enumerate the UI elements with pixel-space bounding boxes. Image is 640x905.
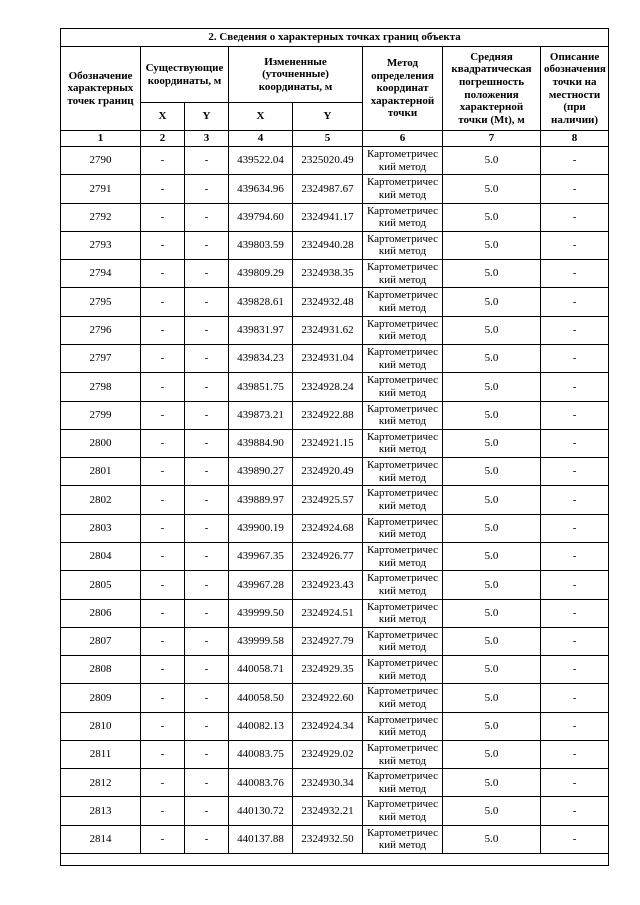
cell-method: Картометрический метод bbox=[363, 486, 443, 514]
cell-precision: 5.0 bbox=[443, 231, 541, 259]
cell-method: Картометрический метод bbox=[363, 373, 443, 401]
cell-description: - bbox=[541, 429, 609, 457]
cell-existing-y: - bbox=[185, 147, 229, 175]
cell-precision: 5.0 bbox=[443, 740, 541, 768]
cell-description: - bbox=[541, 825, 609, 853]
cell-existing-x: - bbox=[141, 599, 185, 627]
cell-existing-x: - bbox=[141, 825, 185, 853]
table-row bbox=[61, 712, 609, 740]
cell-existing-x: - bbox=[141, 740, 185, 768]
cell-method: Картометрический метод bbox=[363, 458, 443, 486]
boundary-points-table bbox=[60, 28, 609, 866]
cell-description: - bbox=[541, 401, 609, 429]
header-point-designation: Обозначение характерных точек границ bbox=[61, 47, 141, 131]
cell-changed-y: 2324922.60 bbox=[293, 684, 363, 712]
cell-changed-x: 439999.58 bbox=[229, 627, 293, 655]
cell-existing-y: - bbox=[185, 344, 229, 372]
cell-changed-x: 439884.90 bbox=[229, 429, 293, 457]
cell-changed-x: 439967.35 bbox=[229, 542, 293, 570]
cell-description: - bbox=[541, 175, 609, 203]
cell-changed-x: 439522.04 bbox=[229, 147, 293, 175]
cell-method: Картометрический метод bbox=[363, 288, 443, 316]
cell-changed-x: 439900.19 bbox=[229, 514, 293, 542]
cell-changed-x: 440130.72 bbox=[229, 797, 293, 825]
cell-existing-y: - bbox=[185, 542, 229, 570]
cell-precision: 5.0 bbox=[443, 486, 541, 514]
cell-existing-y: - bbox=[185, 797, 229, 825]
table-row bbox=[61, 344, 609, 372]
cell-changed-y: 2324941.17 bbox=[293, 203, 363, 231]
cell-precision: 5.0 bbox=[443, 401, 541, 429]
cell-changed-y: 2324931.62 bbox=[293, 316, 363, 344]
cell-method: Картометрический метод bbox=[363, 571, 443, 599]
cell-changed-y: 2324929.02 bbox=[293, 740, 363, 768]
cell-precision: 5.0 bbox=[443, 712, 541, 740]
cell-existing-x: - bbox=[141, 401, 185, 429]
cell-precision: 5.0 bbox=[443, 316, 541, 344]
cell-method: Картометрический метод bbox=[363, 740, 443, 768]
cell-existing-y: - bbox=[185, 316, 229, 344]
cell-precision: 5.0 bbox=[443, 797, 541, 825]
cell-changed-y: 2324938.35 bbox=[293, 260, 363, 288]
cell-precision: 5.0 bbox=[443, 769, 541, 797]
cell-existing-x: - bbox=[141, 486, 185, 514]
table-row bbox=[61, 514, 609, 542]
cell-existing-x: - bbox=[141, 429, 185, 457]
cell-changed-y: 2324924.51 bbox=[293, 599, 363, 627]
cell-description: - bbox=[541, 231, 609, 259]
cell-existing-x: - bbox=[141, 203, 185, 231]
cell-point-designation: 2791 bbox=[61, 175, 141, 203]
cell-method: Картометрический метод bbox=[363, 797, 443, 825]
cell-existing-x: - bbox=[141, 684, 185, 712]
table-row bbox=[61, 656, 609, 684]
cell-description: - bbox=[541, 797, 609, 825]
cell-method: Картометрический метод bbox=[363, 825, 443, 853]
column-number-6: 6 bbox=[363, 131, 443, 147]
cell-changed-x: 439828.61 bbox=[229, 288, 293, 316]
cell-existing-y: - bbox=[185, 429, 229, 457]
column-number-7: 7 bbox=[443, 131, 541, 147]
cell-precision: 5.0 bbox=[443, 288, 541, 316]
cell-existing-y: - bbox=[185, 712, 229, 740]
cell-description: - bbox=[541, 288, 609, 316]
cell-existing-y: - bbox=[185, 288, 229, 316]
table-row bbox=[61, 458, 609, 486]
cell-point-designation: 2809 bbox=[61, 684, 141, 712]
cell-point-designation: 2790 bbox=[61, 147, 141, 175]
cell-point-designation: 2798 bbox=[61, 373, 141, 401]
cell-changed-y: 2324924.34 bbox=[293, 712, 363, 740]
empty-cell bbox=[61, 854, 609, 866]
cell-description: - bbox=[541, 486, 609, 514]
cell-changed-x: 439889.97 bbox=[229, 486, 293, 514]
header-existing-coordinates: Существующие координаты, м bbox=[141, 47, 229, 103]
table-row bbox=[61, 260, 609, 288]
cell-existing-y: - bbox=[185, 458, 229, 486]
cell-existing-x: - bbox=[141, 175, 185, 203]
cell-existing-y: - bbox=[185, 656, 229, 684]
table-row bbox=[61, 401, 609, 429]
cell-existing-y: - bbox=[185, 571, 229, 599]
cell-description: - bbox=[541, 373, 609, 401]
cell-description: - bbox=[541, 147, 609, 175]
cell-existing-y: - bbox=[185, 260, 229, 288]
cell-changed-x: 440083.75 bbox=[229, 740, 293, 768]
section-title-row bbox=[61, 29, 609, 47]
cell-changed-x: 439890.27 bbox=[229, 458, 293, 486]
cell-changed-y: 2324929.35 bbox=[293, 656, 363, 684]
cell-point-designation: 2792 bbox=[61, 203, 141, 231]
table-row bbox=[61, 175, 609, 203]
cell-changed-y: 2324932.21 bbox=[293, 797, 363, 825]
header-changed-x: X bbox=[229, 103, 293, 131]
cell-existing-x: - bbox=[141, 514, 185, 542]
cell-existing-x: - bbox=[141, 627, 185, 655]
cell-point-designation: 2794 bbox=[61, 260, 141, 288]
cell-point-designation: 2795 bbox=[61, 288, 141, 316]
cell-point-designation: 2811 bbox=[61, 740, 141, 768]
cell-precision: 5.0 bbox=[443, 571, 541, 599]
cell-changed-y: 2324922.88 bbox=[293, 401, 363, 429]
cell-precision: 5.0 bbox=[443, 514, 541, 542]
cell-description: - bbox=[541, 712, 609, 740]
cell-existing-y: - bbox=[185, 514, 229, 542]
table-row bbox=[61, 740, 609, 768]
cell-precision: 5.0 bbox=[443, 627, 541, 655]
cell-point-designation: 2808 bbox=[61, 656, 141, 684]
cell-existing-x: - bbox=[141, 147, 185, 175]
cell-existing-x: - bbox=[141, 316, 185, 344]
column-number-5: 5 bbox=[293, 131, 363, 147]
cell-existing-y: - bbox=[185, 740, 229, 768]
cell-description: - bbox=[541, 260, 609, 288]
cell-changed-y: 2324924.68 bbox=[293, 514, 363, 542]
column-number-8: 8 bbox=[541, 131, 609, 147]
cell-point-designation: 2810 bbox=[61, 712, 141, 740]
table-row bbox=[61, 231, 609, 259]
cell-point-designation: 2793 bbox=[61, 231, 141, 259]
cell-changed-x: 439803.59 bbox=[229, 231, 293, 259]
cell-changed-x: 439794.60 bbox=[229, 203, 293, 231]
cell-point-designation: 2796 bbox=[61, 316, 141, 344]
cell-changed-x: 439634.96 bbox=[229, 175, 293, 203]
cell-existing-x: - bbox=[141, 458, 185, 486]
header-precision: Средняя квадратическая погрешность положения характерной точки (Mt), м bbox=[443, 47, 541, 131]
section-title: 2. Сведения о характерных точках границ объекта bbox=[61, 29, 609, 47]
column-number-2: 2 bbox=[141, 131, 185, 147]
table-row bbox=[61, 373, 609, 401]
cell-precision: 5.0 bbox=[443, 373, 541, 401]
cell-description: - bbox=[541, 542, 609, 570]
table-row bbox=[61, 797, 609, 825]
cell-point-designation: 2802 bbox=[61, 486, 141, 514]
cell-changed-x: 440082.13 bbox=[229, 712, 293, 740]
header-row-1 bbox=[61, 47, 609, 103]
header-existing-x: X bbox=[141, 103, 185, 131]
cell-description: - bbox=[541, 684, 609, 712]
table-row bbox=[61, 486, 609, 514]
cell-point-designation: 2807 bbox=[61, 627, 141, 655]
cell-description: - bbox=[541, 458, 609, 486]
cell-changed-y: 2324926.77 bbox=[293, 542, 363, 570]
cell-method: Картометрический метод bbox=[363, 260, 443, 288]
header-changed-y: Y bbox=[293, 103, 363, 131]
table-row bbox=[61, 203, 609, 231]
header-existing-y: Y bbox=[185, 103, 229, 131]
cell-description: - bbox=[541, 740, 609, 768]
cell-changed-y: 2324940.28 bbox=[293, 231, 363, 259]
cell-precision: 5.0 bbox=[443, 429, 541, 457]
cell-description: - bbox=[541, 769, 609, 797]
table-row bbox=[61, 288, 609, 316]
header-changed-coordinates: Измененные (уточненные) координаты, м bbox=[229, 47, 363, 103]
cell-point-designation: 2801 bbox=[61, 458, 141, 486]
cell-changed-y: 2324920.49 bbox=[293, 458, 363, 486]
cell-existing-x: - bbox=[141, 373, 185, 401]
table-body bbox=[61, 147, 609, 854]
cell-changed-y: 2324987.67 bbox=[293, 175, 363, 203]
cell-point-designation: 2805 bbox=[61, 571, 141, 599]
cell-precision: 5.0 bbox=[443, 599, 541, 627]
cell-point-designation: 2797 bbox=[61, 344, 141, 372]
cell-existing-y: - bbox=[185, 231, 229, 259]
cell-changed-x: 439834.23 bbox=[229, 344, 293, 372]
cell-method: Картометрический метод bbox=[363, 401, 443, 429]
table-row bbox=[61, 316, 609, 344]
cell-precision: 5.0 bbox=[443, 260, 541, 288]
cell-method: Картометрический метод bbox=[363, 175, 443, 203]
cell-precision: 5.0 bbox=[443, 684, 541, 712]
cell-existing-y: - bbox=[185, 175, 229, 203]
table-row bbox=[61, 825, 609, 853]
cell-description: - bbox=[541, 599, 609, 627]
cell-existing-x: - bbox=[141, 231, 185, 259]
cell-method: Картометрический метод bbox=[363, 542, 443, 570]
column-numbers-row bbox=[61, 131, 609, 147]
cell-existing-x: - bbox=[141, 260, 185, 288]
cell-existing-y: - bbox=[185, 203, 229, 231]
table-row bbox=[61, 147, 609, 175]
cell-precision: 5.0 bbox=[443, 203, 541, 231]
cell-method: Картометрический метод bbox=[363, 231, 443, 259]
cell-method: Картометрический метод bbox=[363, 514, 443, 542]
cell-changed-x: 440137.88 bbox=[229, 825, 293, 853]
cell-changed-y: 2324932.50 bbox=[293, 825, 363, 853]
header-method: Метод определения координат характерной точки bbox=[363, 47, 443, 131]
cell-changed-x: 439851.75 bbox=[229, 373, 293, 401]
cell-method: Картометрический метод bbox=[363, 684, 443, 712]
cell-method: Картометрический метод bbox=[363, 599, 443, 627]
cell-precision: 5.0 bbox=[443, 458, 541, 486]
cell-point-designation: 2806 bbox=[61, 599, 141, 627]
cell-changed-x: 440083.76 bbox=[229, 769, 293, 797]
cell-precision: 5.0 bbox=[443, 825, 541, 853]
cell-existing-x: - bbox=[141, 542, 185, 570]
column-number-1: 1 bbox=[61, 131, 141, 147]
cell-existing-x: - bbox=[141, 712, 185, 740]
cell-changed-y: 2324921.15 bbox=[293, 429, 363, 457]
cell-description: - bbox=[541, 571, 609, 599]
cell-changed-x: 439967.28 bbox=[229, 571, 293, 599]
cell-changed-x: 440058.71 bbox=[229, 656, 293, 684]
header-description: Описание обозначения точки на местности (при наличии) bbox=[541, 47, 609, 131]
cell-changed-x: 440058.50 bbox=[229, 684, 293, 712]
cell-precision: 5.0 bbox=[443, 656, 541, 684]
cell-description: - bbox=[541, 656, 609, 684]
cell-changed-y: 2324923.43 bbox=[293, 571, 363, 599]
cell-existing-x: - bbox=[141, 288, 185, 316]
cell-description: - bbox=[541, 203, 609, 231]
cell-changed-y: 2324927.79 bbox=[293, 627, 363, 655]
cell-existing-y: - bbox=[185, 825, 229, 853]
cell-point-designation: 2800 bbox=[61, 429, 141, 457]
cell-point-designation: 2812 bbox=[61, 769, 141, 797]
cell-method: Картометрический метод bbox=[363, 712, 443, 740]
cell-existing-y: - bbox=[185, 627, 229, 655]
cell-precision: 5.0 bbox=[443, 344, 541, 372]
cell-changed-y: 2324925.57 bbox=[293, 486, 363, 514]
cell-changed-x: 439809.29 bbox=[229, 260, 293, 288]
cell-method: Картометрический метод bbox=[363, 316, 443, 344]
cell-method: Картометрический метод bbox=[363, 203, 443, 231]
cell-point-designation: 2813 bbox=[61, 797, 141, 825]
table-row bbox=[61, 571, 609, 599]
cell-precision: 5.0 bbox=[443, 542, 541, 570]
column-number-4: 4 bbox=[229, 131, 293, 147]
cell-existing-x: - bbox=[141, 769, 185, 797]
cell-existing-y: - bbox=[185, 373, 229, 401]
cell-changed-y: 2324931.04 bbox=[293, 344, 363, 372]
cell-precision: 5.0 bbox=[443, 175, 541, 203]
table-row bbox=[61, 429, 609, 457]
cell-existing-y: - bbox=[185, 486, 229, 514]
cell-method: Картометрический метод bbox=[363, 769, 443, 797]
cell-description: - bbox=[541, 316, 609, 344]
cell-description: - bbox=[541, 344, 609, 372]
cell-changed-y: 2325020.49 bbox=[293, 147, 363, 175]
empty-footer-row bbox=[61, 854, 609, 866]
cell-changed-y: 2324932.48 bbox=[293, 288, 363, 316]
table-row bbox=[61, 599, 609, 627]
cell-changed-x: 439831.97 bbox=[229, 316, 293, 344]
cell-description: - bbox=[541, 514, 609, 542]
cell-point-designation: 2799 bbox=[61, 401, 141, 429]
cell-changed-y: 2324930.34 bbox=[293, 769, 363, 797]
cell-method: Картометрический метод bbox=[363, 627, 443, 655]
table-row bbox=[61, 627, 609, 655]
cell-existing-x: - bbox=[141, 656, 185, 684]
cell-existing-x: - bbox=[141, 344, 185, 372]
cell-point-designation: 2814 bbox=[61, 825, 141, 853]
cell-existing-y: - bbox=[185, 401, 229, 429]
cell-method: Картометрический метод bbox=[363, 656, 443, 684]
cell-existing-y: - bbox=[185, 684, 229, 712]
cell-existing-x: - bbox=[141, 571, 185, 599]
cell-description: - bbox=[541, 627, 609, 655]
cell-existing-y: - bbox=[185, 769, 229, 797]
table-row bbox=[61, 769, 609, 797]
cell-changed-x: 439873.21 bbox=[229, 401, 293, 429]
cell-existing-x: - bbox=[141, 797, 185, 825]
cell-point-designation: 2804 bbox=[61, 542, 141, 570]
cell-existing-y: - bbox=[185, 599, 229, 627]
cell-method: Картометрический метод bbox=[363, 147, 443, 175]
cell-point-designation: 2803 bbox=[61, 514, 141, 542]
table-row bbox=[61, 542, 609, 570]
cell-precision: 5.0 bbox=[443, 147, 541, 175]
cell-method: Картометрический метод bbox=[363, 429, 443, 457]
cell-changed-x: 439999.50 bbox=[229, 599, 293, 627]
column-number-3: 3 bbox=[185, 131, 229, 147]
table-row bbox=[61, 684, 609, 712]
cell-method: Картометрический метод bbox=[363, 344, 443, 372]
cell-changed-y: 2324928.24 bbox=[293, 373, 363, 401]
